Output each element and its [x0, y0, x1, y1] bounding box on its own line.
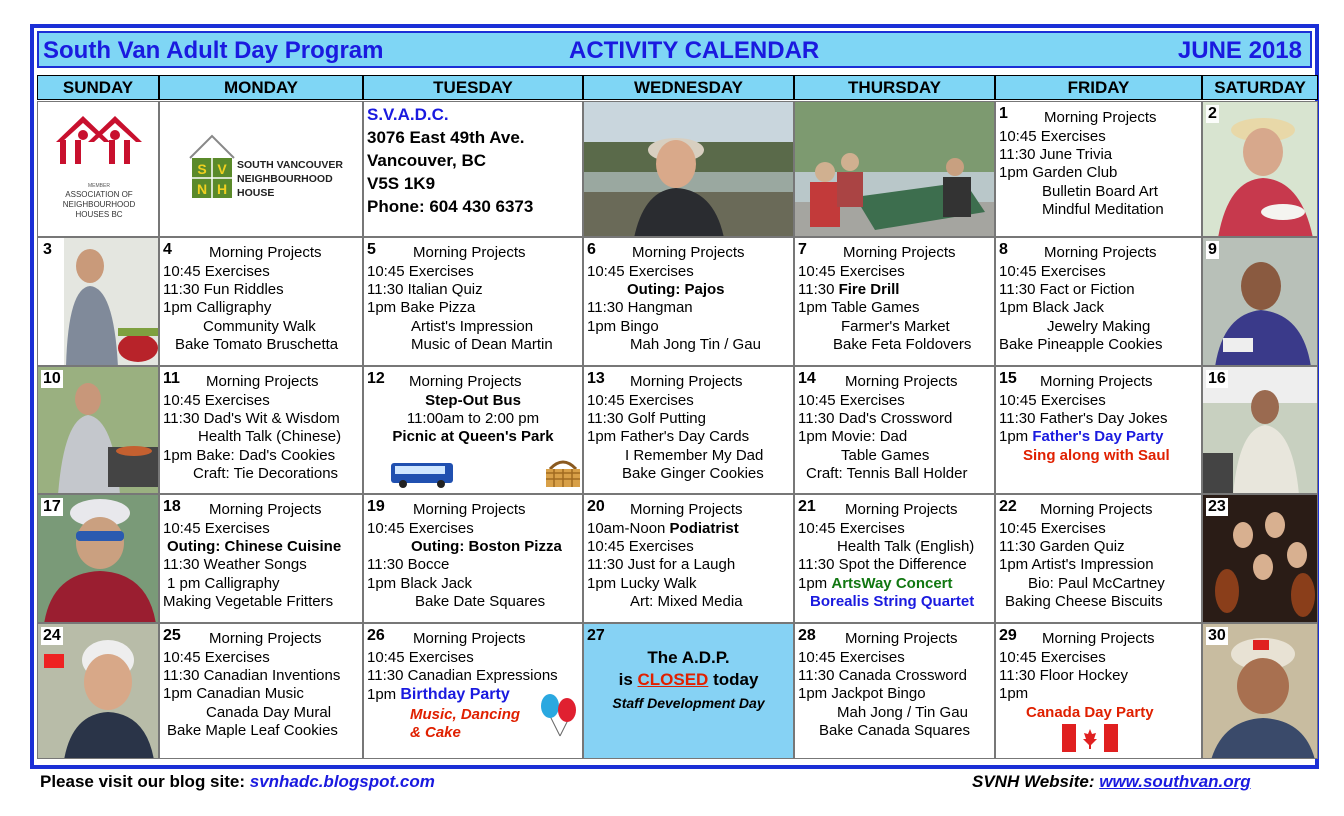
activity-line: Bake Feta Foldovers — [833, 336, 972, 353]
cell-day-3 — [37, 237, 159, 366]
cell-day-22 — [995, 494, 1202, 623]
activity-line: 11:30 Dad's Wit & Wisdom — [163, 410, 340, 427]
activity-line: Morning Projects — [413, 244, 526, 261]
activity-line: 10:45 Exercises — [367, 520, 474, 537]
senior-man-photo-icon — [584, 102, 794, 237]
balloons-icon — [540, 692, 580, 738]
weekday-sunday: SUNDAY — [37, 75, 159, 100]
canada-day-party-label: Canada Day Party — [1026, 704, 1154, 721]
svnh-letter-h: H — [216, 181, 228, 197]
activity-line: 11:00am to 2:00 pm — [406, 410, 540, 427]
activity-line: Morning Projects — [630, 501, 743, 518]
activity-line — [999, 428, 1164, 446]
day-number: 23 — [1208, 498, 1226, 515]
activity-line: 11:30 Dad's Crossword — [798, 410, 953, 427]
activity-line: 1pm — [999, 685, 1029, 702]
activity-line: 11:30 Canadian Expressions — [367, 667, 558, 684]
canada-flag-icon — [1062, 724, 1118, 752]
activity-line: 1pm Bingo — [587, 318, 659, 335]
cell-day-17 — [37, 494, 159, 623]
day-number: 26 — [367, 627, 385, 644]
day-number: 9 — [1208, 241, 1217, 258]
weekday-wednesday: WEDNESDAY — [583, 75, 794, 100]
lady-sunhat-photo-icon — [1203, 102, 1318, 237]
activity-line: 10:45 Exercises — [163, 520, 270, 537]
website-link[interactable]: www.southvan.org — [1099, 772, 1251, 791]
address-name: S.V.A.D.C. — [367, 105, 449, 124]
activity-line: Bake Tomato Bruschetta — [175, 336, 339, 353]
activity-line: 10:45 Exercises — [587, 263, 694, 280]
activity-line: 11:30 Just for a Laugh — [587, 556, 736, 573]
activity-line: Bulletin Board Art — [1042, 183, 1158, 200]
weekday-saturday: SATURDAY — [1202, 75, 1318, 100]
blog-link[interactable]: svnhadc.blogspot.com — [249, 772, 435, 791]
picnic-basket-icon — [542, 455, 583, 489]
cell-day-14 — [794, 366, 995, 494]
activity-line: Morning Projects — [1042, 630, 1155, 647]
svnh-letter-v: V — [217, 161, 227, 177]
activity-line: Health Talk (Chinese) — [198, 428, 342, 445]
day-number: 14 — [798, 370, 816, 387]
lady-painting-photo-icon — [1203, 238, 1318, 366]
time-label: 1pm — [798, 575, 832, 592]
activity-line: 11:30 June Trivia — [999, 146, 1113, 163]
activity-line: 10:45 Exercises — [163, 263, 270, 280]
time-label: 10am-Noon — [587, 520, 670, 537]
activity-line: 11:30 Weather Songs — [163, 556, 307, 573]
activity-line: Artist's Impression — [411, 318, 534, 335]
activity-line: 11:30 Fun Riddles — [163, 281, 284, 298]
activity-line: Morning Projects — [1040, 501, 1153, 518]
day-number: 12 — [367, 370, 385, 387]
day-number: 2 — [1208, 105, 1217, 122]
activity-line: 11:30 Golf Putting — [587, 410, 706, 427]
activity-line: Making Vegetable Fritters — [163, 593, 334, 610]
calendar-title: ACTIVITY CALENDAR — [569, 37, 820, 64]
blog-label: Please visit our blog site: — [40, 772, 250, 791]
day-number: 4 — [163, 241, 172, 258]
activity-line: Health Talk (English) — [837, 538, 975, 555]
activity-line: 10:45 Exercises — [999, 263, 1106, 280]
activity-line: Art: Mixed Media — [630, 593, 743, 610]
cell-day-26 — [363, 623, 583, 759]
music-dancing-label: Music, Dancing — [410, 706, 521, 723]
activity-line: 11:30 Italian Quiz — [367, 281, 483, 298]
activity-line: Morning Projects — [843, 244, 956, 261]
borealis-quartet-label: Borealis String Quartet — [810, 593, 975, 610]
activity-line: Bake Pineapple Cookies — [999, 336, 1163, 353]
activity-line: 1pm Black Jack — [367, 575, 473, 592]
website-label: SVNH Website: — [972, 772, 1100, 791]
cell-day-1 — [995, 101, 1202, 237]
cell-day-21 — [794, 494, 995, 623]
activity-line: Mindful Meditation — [1042, 201, 1164, 218]
cell-svnh-logo — [159, 101, 363, 237]
activity-line: Morning Projects — [413, 501, 526, 518]
time-label: 1pm — [367, 686, 401, 703]
activity-line: Mah Jong Tin / Gau — [630, 336, 761, 353]
activity-line: Bake Ginger Cookies — [622, 465, 764, 482]
day-number: 15 — [999, 370, 1017, 387]
activity-line — [798, 281, 899, 299]
activity-line: 10:45 Exercises — [587, 392, 694, 409]
fire-drill-label: Fire Drill — [838, 281, 900, 298]
activity-line: 11:30 Spot the Difference — [798, 556, 967, 573]
address-street: 3076 East 49th Ave. — [367, 128, 525, 147]
day-number: 13 — [587, 370, 605, 387]
activity-line: 11:30 Fact or Fiction — [999, 281, 1135, 298]
activity-line: Craft: Tennis Ball Holder — [806, 465, 968, 482]
activity-line: 10:45 Exercises — [999, 392, 1106, 409]
activity-line: 10:45 Exercises — [798, 520, 905, 537]
activity-line: 1pm Father's Day Cards — [587, 428, 750, 445]
activity-line: 1pm Artist's Impression — [999, 556, 1154, 573]
address-postal: V5S 1K9 — [367, 174, 436, 193]
day-number: 8 — [999, 241, 1008, 258]
activity-line: 11:30 Canadian Inventions — [163, 667, 341, 684]
activity-line: Morning Projects — [409, 373, 522, 390]
cell-day-15 — [995, 366, 1202, 494]
cell-day-28 — [794, 623, 995, 759]
anh-logo-icon — [38, 102, 159, 237]
activity-line: Morning Projects — [845, 501, 958, 518]
day-number: 3 — [43, 241, 52, 258]
activity-line: Music of Dean Martin — [411, 336, 553, 353]
activity-line: 10:45 Exercises — [587, 538, 694, 555]
day-number: 1 — [999, 105, 1008, 122]
address-phone: Phone: 604 430 6373 — [367, 197, 534, 216]
anh-member-text: MEMBER — [88, 183, 110, 189]
day-number: 16 — [1208, 370, 1226, 387]
day-number: 6 — [587, 241, 596, 258]
activity-line: Morning Projects — [845, 630, 958, 647]
activity-line: Morning Projects — [1044, 109, 1157, 126]
weekday-monday: MONDAY — [159, 75, 363, 100]
svnh-letter-n: N — [196, 181, 208, 197]
day-number: 30 — [1208, 627, 1226, 644]
closed-line — [584, 671, 793, 689]
activity-line: Morning Projects — [1040, 373, 1153, 390]
activity-line: Bake Canada Squares — [819, 722, 970, 739]
closed-suffix: today — [708, 670, 759, 689]
activity-line: 1pm Calligraphy — [163, 299, 272, 316]
cell-address — [363, 101, 583, 237]
activity-line: I Remember My Dad — [625, 447, 764, 464]
activity-line: Baking Cheese Biscuits — [1005, 593, 1163, 610]
anh-line3: HOUSES BC — [75, 210, 123, 219]
svnh-line1: SOUTH VANCOUVER — [237, 159, 343, 171]
day-number: 22 — [999, 498, 1017, 515]
cell-day-12 — [363, 366, 583, 494]
activity-line: Morning Projects — [630, 373, 743, 390]
program-title: South Van Adult Day Program — [43, 37, 384, 64]
cell-day-5 — [363, 237, 583, 366]
cell-day-27 — [583, 623, 794, 759]
activity-line: Morning Projects — [413, 630, 526, 647]
birthday-party-label: Birthday Party — [400, 686, 510, 703]
weekday-thursday: THURSDAY — [794, 75, 995, 100]
and-cake-label: & Cake — [410, 724, 461, 741]
activity-line: 1pm Movie: Dad — [798, 428, 908, 445]
activity-line: 11:30 Bocce — [367, 556, 450, 573]
cell-day-9 — [1202, 237, 1318, 366]
closed-prefix: is — [618, 670, 638, 689]
photo-senior-man-outdoors — [583, 101, 794, 237]
podiatrist-label: Podiatrist — [669, 520, 739, 537]
cell-day-6 — [583, 237, 794, 366]
weekday-tuesday: TUESDAY — [363, 75, 583, 100]
calendar-header — [37, 31, 1312, 68]
month-title: JUNE 2018 — [1177, 37, 1302, 64]
day-number: 27 — [587, 627, 605, 644]
cell-day-4 — [159, 237, 363, 366]
activity-line: Table Games — [841, 447, 930, 464]
activity-line: 11:30 Garden Quiz — [999, 538, 1125, 555]
artsway-concert-label: ArtsWay Concert — [831, 575, 953, 592]
svnh-line3: HOUSE — [237, 187, 275, 199]
photo-picnic-group — [794, 101, 995, 237]
bus-icon — [389, 459, 455, 489]
lady-baking-photo-icon — [38, 238, 159, 366]
activity-line: 1pm Lucky Walk — [587, 575, 697, 592]
outing-line: Outing: Pajos — [627, 281, 725, 298]
day-number: 25 — [163, 627, 181, 644]
website-footer — [972, 772, 1251, 792]
anh-line2: NEIGHBOURHOOD — [62, 200, 136, 209]
activity-line: 10:45 Exercises — [798, 263, 905, 280]
activity-line: 1pm Canadian Music — [163, 685, 304, 702]
activity-line: 1pm Table Games — [798, 299, 920, 316]
day-number: 19 — [367, 498, 385, 515]
activity-line: 10:45 Exercises — [367, 263, 474, 280]
outing-line: Outing: Boston Pizza — [411, 538, 562, 555]
blog-footer — [40, 772, 435, 792]
cell-day-13 — [583, 366, 794, 494]
cell-day-20 — [583, 494, 794, 623]
staff-development-label: Staff Development Day — [612, 695, 765, 711]
day-number: 7 — [798, 241, 807, 258]
calendar-frame — [30, 24, 1319, 769]
activity-line: 10:45 Exercises — [798, 649, 905, 666]
activity-line: Mah Jong / Tin Gau — [837, 704, 968, 721]
address-city: Vancouver, BC — [367, 151, 487, 170]
activity-line: 10:45 Exercises — [163, 649, 270, 666]
picnic-group-photo-icon — [795, 102, 995, 237]
activity-line: 1pm Bake Pizza — [367, 299, 476, 316]
svnh-letter-s: S — [197, 161, 207, 177]
activity-line: Bake Date Squares — [415, 593, 546, 610]
fathers-day-party-label: Father's Day Party — [1032, 428, 1164, 445]
closed-title: The A.D.P. — [647, 648, 730, 667]
activity-line: Morning Projects — [1044, 244, 1157, 261]
activity-line: 10:45 Exercises — [999, 520, 1106, 537]
cell-day-16 — [1202, 366, 1318, 494]
activity-line: 10:45 Exercises — [798, 392, 905, 409]
weekday-friday: FRIDAY — [995, 75, 1202, 100]
day-number: 11 — [163, 370, 180, 387]
activity-line: 10:45 Exercises — [163, 392, 270, 409]
activity-line — [798, 575, 953, 593]
picnic-label: Picnic at Queen's Park — [392, 428, 554, 445]
sing-along-label: Sing along with Saul — [1023, 447, 1170, 464]
cell-day-2 — [1202, 101, 1318, 237]
activity-line: Morning Projects — [209, 501, 322, 518]
cell-day-8 — [995, 237, 1202, 366]
activity-line: Community Walk — [203, 318, 316, 335]
activity-line: 10:45 Exercises — [999, 128, 1106, 145]
activity-line: Morning Projects — [206, 373, 319, 390]
day-number: 18 — [163, 498, 181, 515]
svnh-logo-icon — [160, 102, 363, 237]
activity-line: Morning Projects — [845, 373, 958, 390]
outing-line: Outing: Chinese Cuisine — [167, 538, 342, 555]
day-number: 28 — [798, 627, 816, 644]
cell-day-30 — [1202, 623, 1318, 759]
activity-line: 1pm Garden Club — [999, 164, 1118, 181]
activity-line: 11:30 Floor Hockey — [999, 667, 1128, 684]
day-number: 5 — [367, 241, 376, 258]
cell-day-18 — [159, 494, 363, 623]
activity-line: Farmer's Market — [841, 318, 950, 335]
activity-line: Bio: Paul McCartney — [1028, 575, 1165, 592]
activity-line: Morning Projects — [209, 244, 322, 261]
time-label: 1pm — [999, 428, 1033, 445]
cell-anh-logo — [37, 101, 159, 237]
activity-line: 1pm Bake: Dad's Cookies — [163, 447, 336, 464]
cell-day-7 — [794, 237, 995, 366]
day-number: 17 — [43, 498, 61, 515]
cell-day-10 — [37, 366, 159, 494]
activity-line: Morning Projects — [632, 244, 745, 261]
activity-line: 1 pm Calligraphy — [167, 575, 280, 592]
cell-day-29 — [995, 623, 1202, 759]
step-out-bus-label: Step-Out Bus — [425, 392, 521, 409]
activity-line — [587, 520, 739, 538]
day-number: 20 — [587, 498, 605, 515]
cell-day-11 — [159, 366, 363, 494]
activity-line: Craft: Tie Decorations — [193, 465, 339, 482]
closed-word: CLOSED — [637, 670, 709, 689]
day-number: 24 — [43, 627, 61, 644]
cell-day-24 — [37, 623, 159, 759]
time-label: 11:30 — [798, 281, 839, 298]
svnh-line2: NEIGHBOURHOOD — [237, 173, 333, 185]
activity-line: 1pm Jackpot Bingo — [798, 685, 926, 702]
anh-line1: ASSOCIATION OF — [65, 190, 133, 199]
activity-line: Canada Day Mural — [206, 704, 332, 721]
activity-line: 1pm Black Jack — [999, 299, 1105, 316]
day-number: 29 — [999, 627, 1017, 644]
activity-line: 10:45 Exercises — [999, 649, 1106, 666]
day-number: 21 — [798, 498, 816, 515]
cell-day-25 — [159, 623, 363, 759]
weekday-header-row — [37, 75, 1316, 100]
activity-line: 11:30 Father's Day Jokes — [999, 410, 1168, 427]
activity-line: 11:30 Canada Crossword — [798, 667, 967, 684]
activity-line: Bake Maple Leaf Cookies — [167, 722, 338, 739]
activity-line: Morning Projects — [209, 630, 322, 647]
cell-day-19 — [363, 494, 583, 623]
activity-line: 10:45 Exercises — [367, 649, 474, 666]
cell-day-23 — [1202, 494, 1318, 623]
day-number: 10 — [43, 370, 61, 387]
activity-line: Jewelry Making — [1047, 318, 1151, 335]
activity-line — [367, 686, 510, 704]
activity-line: 11:30 Hangman — [587, 299, 693, 316]
